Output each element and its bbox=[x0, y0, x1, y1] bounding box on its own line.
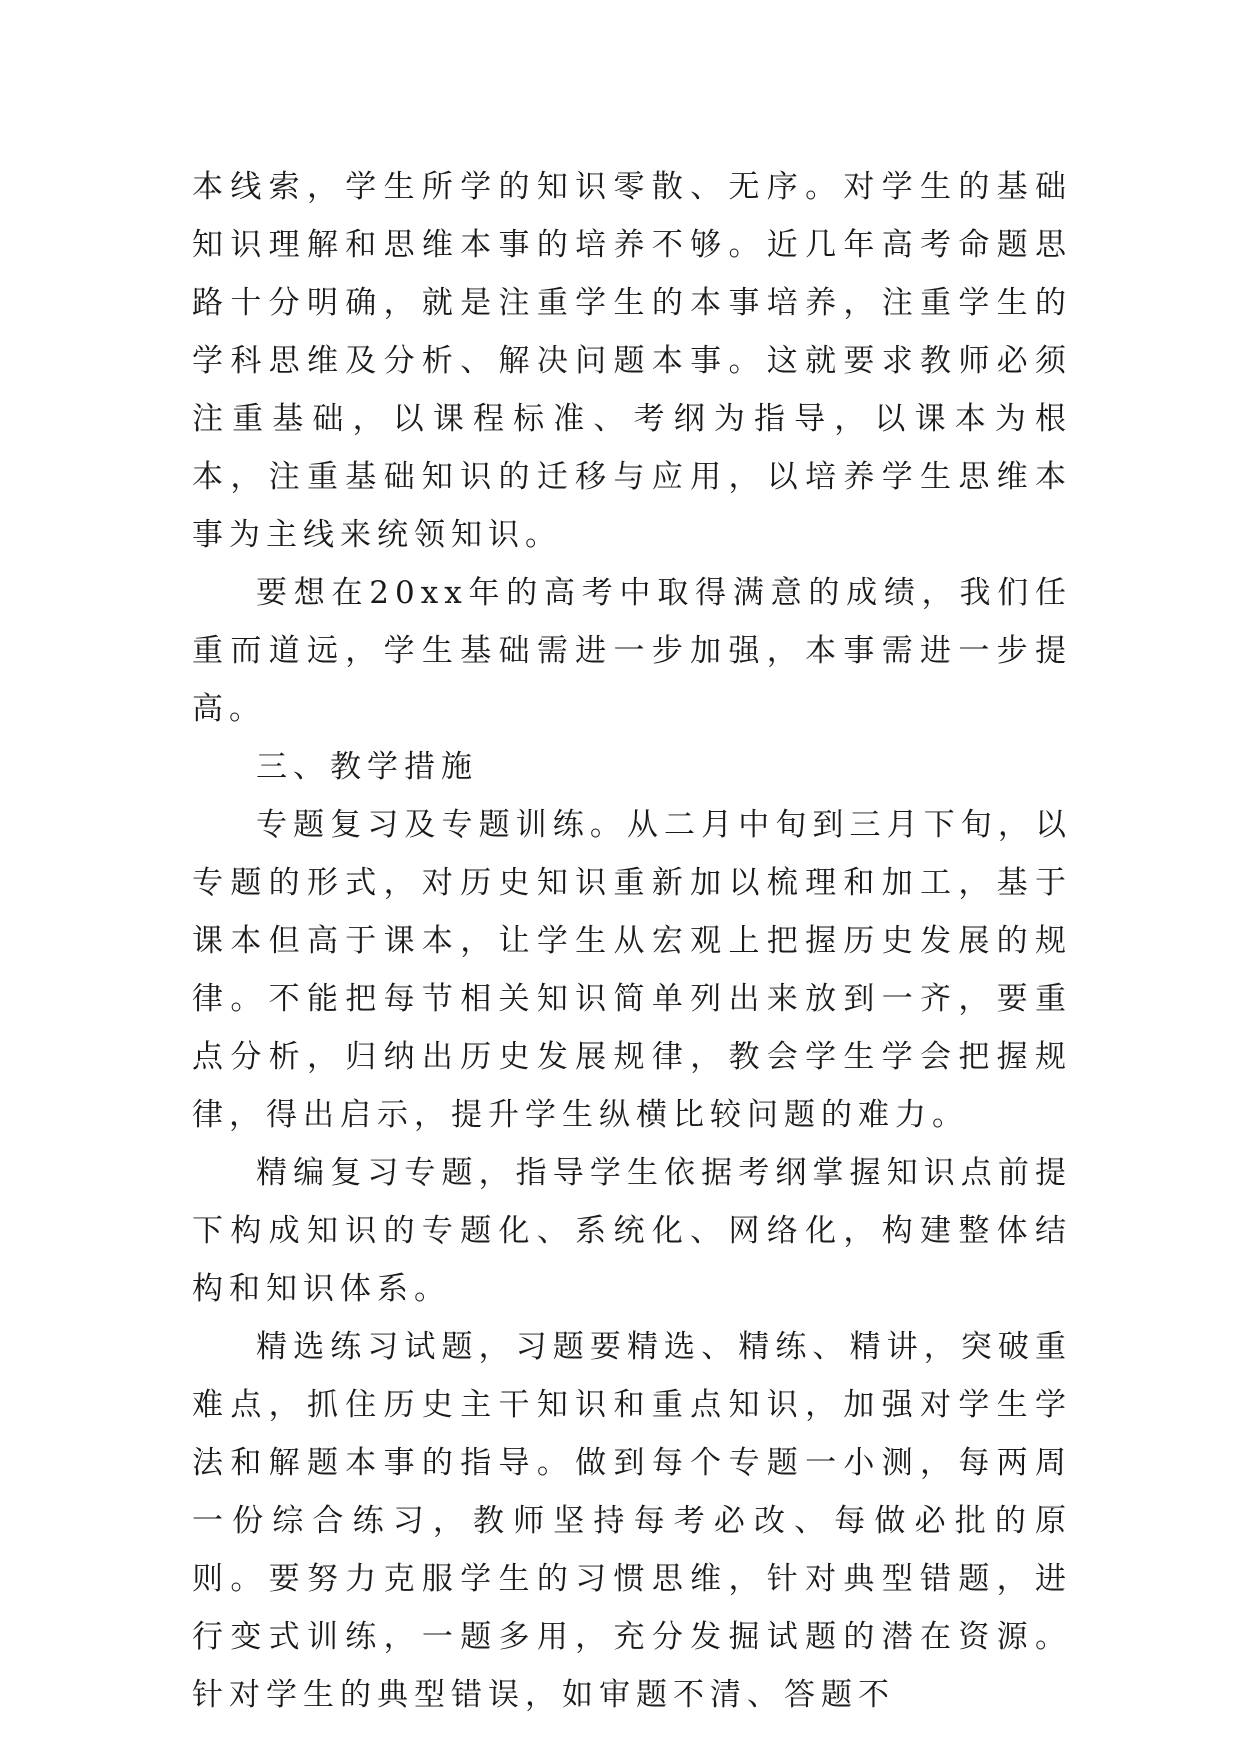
paragraph-2: 要想在20xx年的高考中取得满意的成绩，我们任重而道远，学生基础需进一步加强，本事需进一步提高。 bbox=[192, 575, 1072, 727]
document-body bbox=[192, 158, 1072, 1724]
paragraph-5: 精选练习试题，习题要精选、精练、精讲，突破重难点，抓住历史主干知识和重点知识，加强对学生学法和解题本事的指导。做到每个专题一小测，每两周一份综合练习，教师坚持每考必改、每做必批的原则。要努力克服学生的习惯思维，针对典型错题，进行变式训练，一题多用，充分发掘试题的潜在资源。针对学生的典型错误，如审题不清、答题不 bbox=[192, 1329, 1072, 1713]
paragraph-4: 精编复习专题，指导学生依据考纲掌握知识点前提下构成知识的专题化、系统化、网络化，构建整体结构和知识体系。 bbox=[192, 1155, 1072, 1307]
paragraph-1: 本线索，学生所学的知识零散、无序。对学生的基础知识理解和思维本事的培养不够。近几年高考命题思路十分明确，就是注重学生的本事培养，注重学生的学科思维及分析、解决问题本事。这就要求教师必须注重基础，以课程标准、考纲为指导，以课本为根本，注重基础知识的迁移与应用，以培养学生思维本事为主线来统领知识。 bbox=[192, 169, 1072, 553]
section-heading: 三、教学措施 bbox=[256, 749, 478, 785]
paragraph-3: 专题复习及专题训练。从二月中旬到三月下旬，以专题的形式，对历史知识重新加以梳理和加工，基于课本但高于课本，让学生从宏观上把握历史发展的规律。不能把每节相关知识简单列出来放到一齐，要重点分析，归纳出历史发展规律，教会学生学会把握规律，得出启示，提升学生纵横比较问题的难力。 bbox=[192, 807, 1072, 1133]
